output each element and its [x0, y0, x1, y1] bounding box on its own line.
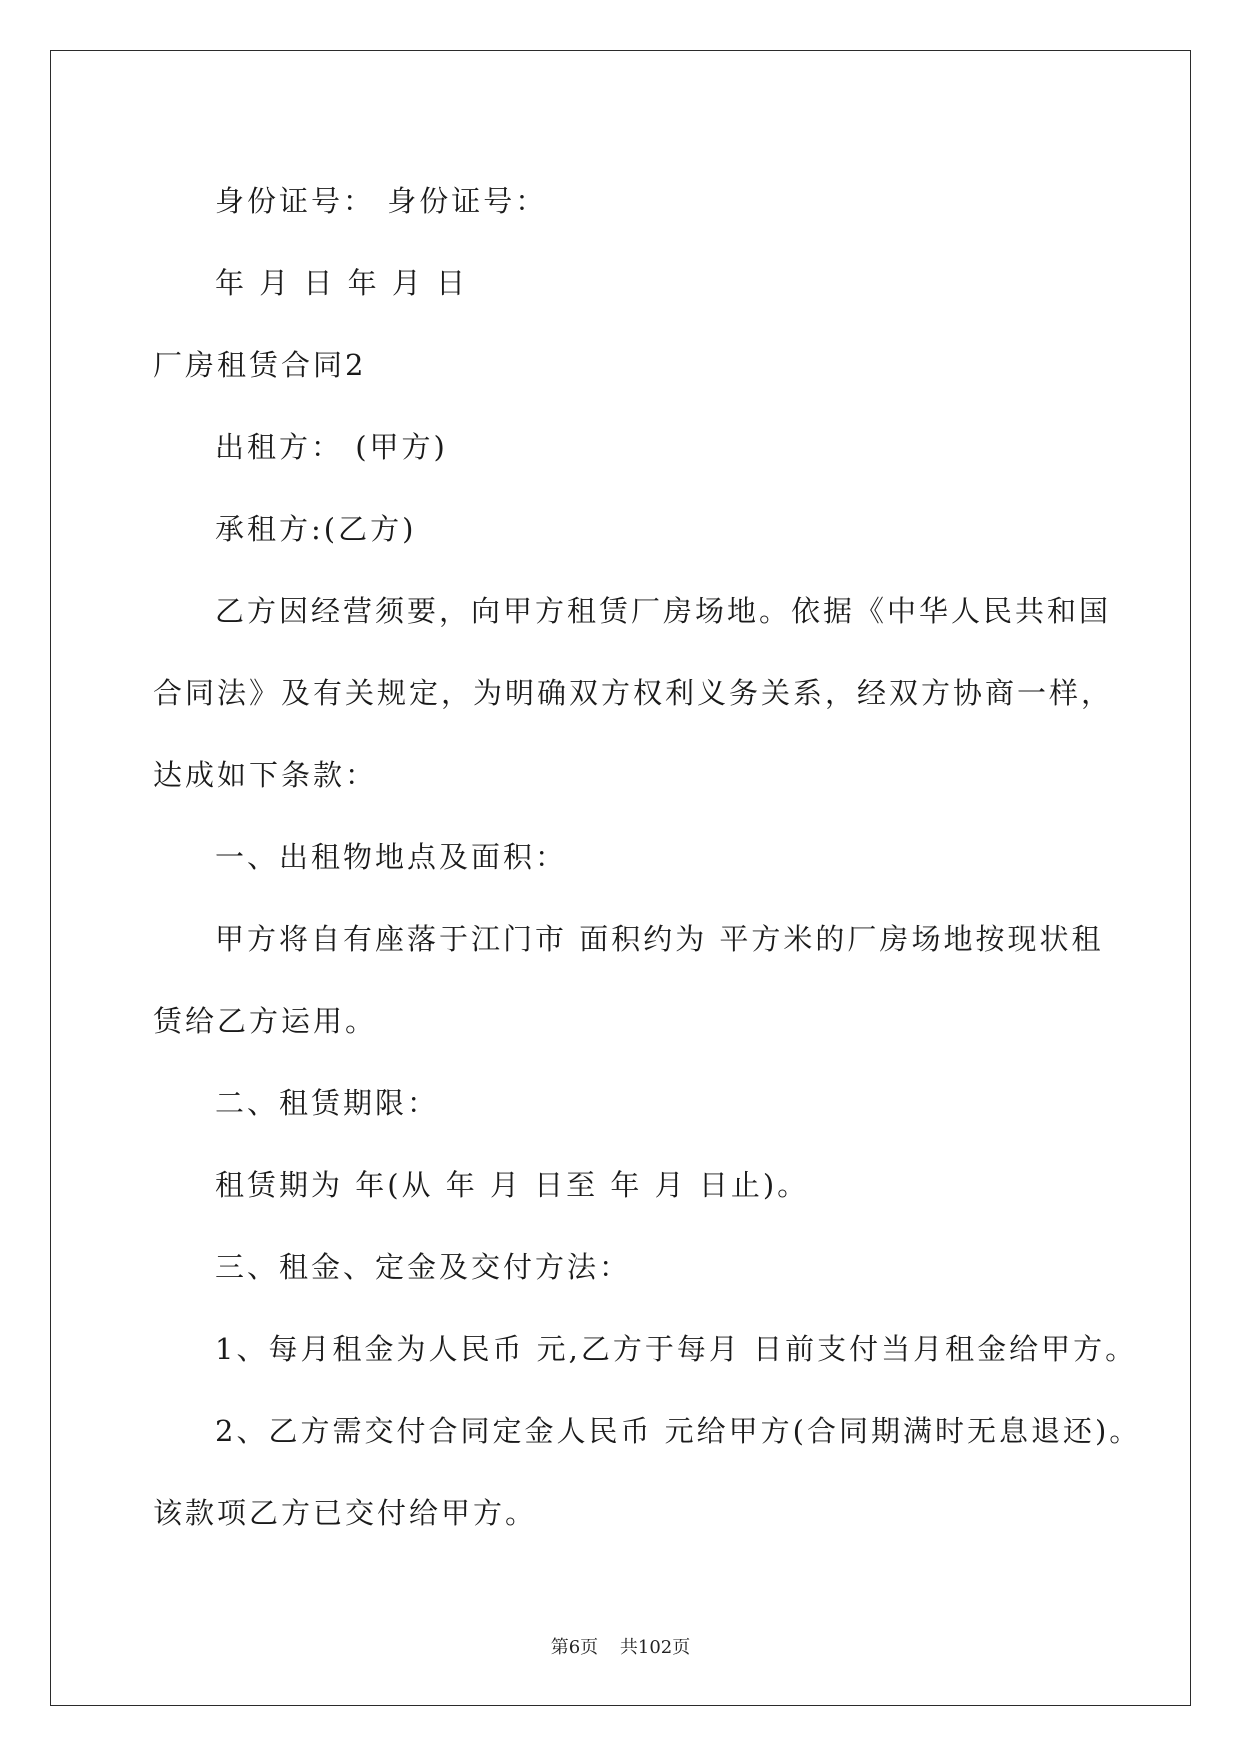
paragraph: 身份证号： 身份证号：: [215, 184, 548, 218]
paragraph: 达成如下条款：: [153, 758, 378, 792]
paragraph: 乙方因经营须要，向甲方租赁厂房场地。依据《中华人民共和国: [215, 594, 1112, 628]
total-pages: 共102页: [619, 1637, 691, 1658]
paragraph: 承租方:(乙方): [215, 512, 417, 546]
paragraph: 年 月 日 年 月 日: [215, 266, 469, 300]
paragraph: 2、乙方需交付合同定金人民币 元给甲方(合同期满时无息退还)。: [215, 1414, 1142, 1448]
paragraph: 1、每月租金为人民币 元,乙方于每月 日前支付当月租金给甲方。: [215, 1332, 1138, 1366]
paragraph: 合同法》及有关规定，为明确双方权利义务关系，经双方协商一样，: [153, 676, 1114, 710]
paragraph: 甲方将自有座落于江门市 面积约为 平方米的厂房场地按现状租: [215, 922, 1104, 956]
page-footer: [0, 1633, 1241, 1659]
clause-heading: 一、出租物地点及面积：: [215, 840, 568, 874]
paragraph: 该款项乙方已交付给甲方。: [153, 1496, 538, 1530]
document-body: [153, 160, 1142, 1554]
paragraph: 租赁期为 年(从 年 月 日至 年 月 日止)。: [215, 1168, 810, 1202]
clause-heading: 二、租赁期限：: [215, 1086, 440, 1120]
section-title: 厂房租赁合同2: [153, 348, 367, 382]
paragraph: 出租方： (甲方): [215, 430, 448, 464]
paragraph: 赁给乙方运用。: [153, 1004, 378, 1038]
page-number: 第6页: [550, 1637, 599, 1658]
clause-heading: 三、租金、定金及交付方法：: [215, 1250, 632, 1284]
